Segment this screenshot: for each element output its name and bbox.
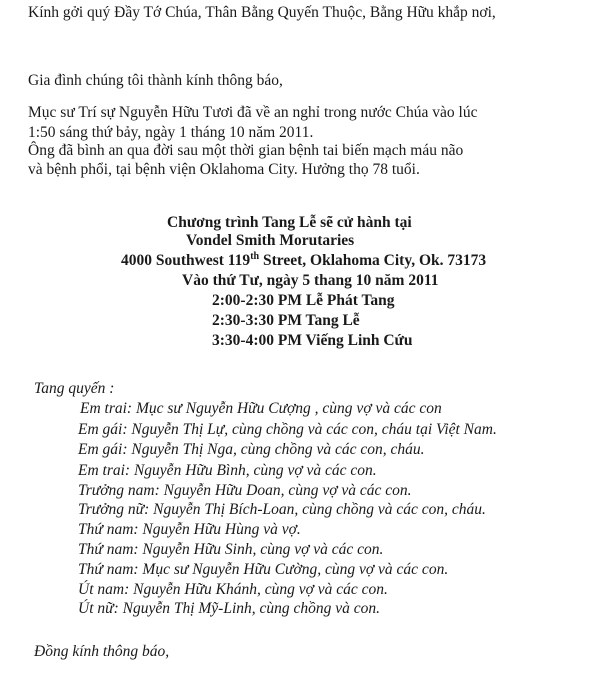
family-heading: Tang quyến : — [34, 380, 115, 397]
family-member: Em trai: Mục sư Nguyễn Hữu Cượng , cùng vợ và các con — [80, 400, 442, 417]
family-member: Em gái: Nguyễn Thị Lự, cùng chồng và các con, cháu tại Việt Nam. — [78, 421, 497, 438]
body-line: và bệnh phổi, tại bệnh viện Oklahoma City. Hưởng thọ 78 tuổi. — [28, 161, 420, 178]
family-member: Em gái: Nguyễn Thị Nga, cùng chồng và các con, cháu. — [78, 441, 425, 458]
family-member: Thứ nam: Mục sư Nguyễn Hữu Cường, cùng vợ và các con. — [78, 561, 449, 578]
schedule-item: 2:00-2:30 PM Lễ Phát Tang — [212, 292, 395, 309]
program-date: Vào thứ Tư, ngày 5 thang 10 năm 2011 — [182, 272, 439, 289]
address-suffix: Street, Oklahoma City, Ok. 73173 — [259, 252, 487, 269]
body-line: Mục sư Trí sự Nguyễn Hữu Tươi đã về an nghỉ trong nước Chúa vào lúc — [28, 104, 478, 121]
family-member: Út nữ: Nguyễn Thị Mỹ-Linh, cùng chồng và con. — [78, 600, 381, 617]
body-line: Ông đã bình an qua đời sau một thời gian bệnh tai biến mạch máu não — [28, 142, 464, 159]
salutation: Kính gởi quý Đầy Tớ Chúa, Thân Bằng Quyến Thuộc, Bằng Hữu khắp nơi, — [28, 4, 496, 21]
program-address — [121, 252, 486, 270]
family-member: Thứ nam: Nguyễn Hữu Sinh, cùng vợ và các con. — [78, 541, 384, 558]
program-venue: Vondel Smith Morutaries — [186, 232, 355, 249]
family-member: Út nam: Nguyễn Hữu Khánh, cùng vợ và các con. — [78, 581, 388, 598]
family-member: Trưởng nữ: Nguyễn Thị Bích-Loan, cùng chồng và các con, cháu. — [78, 501, 486, 518]
family-member: Em trai: Nguyễn Hữu Bình, cùng vợ và các con. — [78, 462, 377, 479]
address-prefix: 4000 Southwest 119 — [121, 252, 251, 269]
announcement: Gia đình chúng tôi thành kính thông báo, — [28, 72, 283, 89]
closing: Đồng kính thông báo, — [34, 643, 170, 660]
family-member: Thứ nam: Nguyễn Hữu Hùng và vợ. — [78, 521, 301, 538]
schedule-item: 3:30-4:00 PM Viếng Linh Cứu — [212, 332, 413, 349]
body-line: 1:50 sáng thứ bảy, ngày 1 tháng 10 năm 2011. — [28, 124, 314, 141]
family-member: Trưởng nam: Nguyễn Hữu Doan, cùng vợ và các con. — [78, 482, 412, 499]
schedule-item: 2:30-3:30 PM Tang Lễ — [212, 312, 360, 329]
address-sup: th — [250, 250, 260, 262]
program-heading: Chương trình Tang Lễ sẽ cử hành tại — [167, 214, 412, 231]
